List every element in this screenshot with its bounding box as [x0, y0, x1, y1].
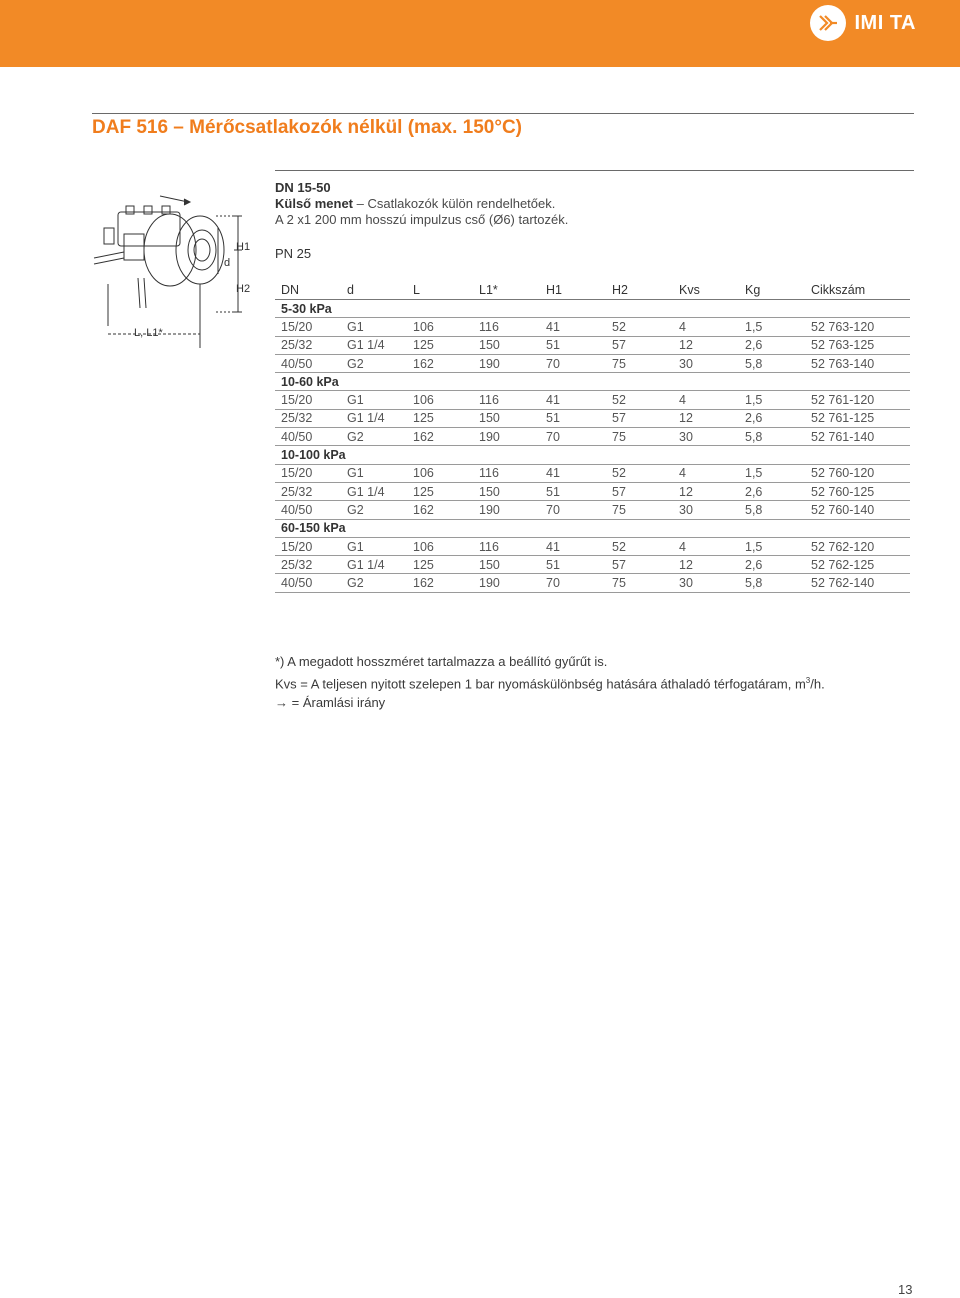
column-header: L1*	[479, 281, 546, 300]
column-header: Kg	[745, 281, 811, 300]
table-cell: 41	[546, 391, 612, 409]
table-cell: 4	[679, 464, 745, 482]
group-row	[275, 519, 910, 537]
group-label: 60-150 kPa	[275, 519, 910, 537]
thread-rest: – Csatlakozók külön rendelhetőek.	[353, 196, 556, 211]
table-cell: 52 760-125	[811, 482, 910, 500]
table-cell: 150	[479, 336, 546, 354]
table-cell: 106	[413, 464, 479, 482]
table-cell: 57	[612, 556, 679, 574]
table-cell: 1,5	[745, 464, 811, 482]
notes	[275, 652, 825, 712]
table-cell: 150	[479, 409, 546, 427]
table-cell: 162	[413, 501, 479, 519]
spec-table	[275, 281, 910, 593]
table-cell: 75	[612, 574, 679, 592]
page-number: 13	[898, 1282, 913, 1297]
table-cell: 52 760-140	[811, 501, 910, 519]
column-header: H1	[546, 281, 612, 300]
table-cell: 190	[479, 428, 546, 446]
page-title: DAF 516 – Mérőcsatlakozók nélkül (max. 150°C)	[92, 117, 522, 138]
table-cell: 106	[413, 537, 479, 555]
table-row	[275, 318, 910, 336]
table-cell: 4	[679, 391, 745, 409]
footnote: *) A megadott hosszméret tartalmazza a beállító gyűrűt is.	[275, 654, 608, 669]
group-row	[275, 373, 910, 391]
table-cell: 2,6	[745, 556, 811, 574]
table-cell: 57	[612, 482, 679, 500]
column-header: Kvs	[679, 281, 745, 300]
table-cell: 5,8	[745, 501, 811, 519]
table-cell: 106	[413, 318, 479, 336]
table-cell: G1	[347, 464, 413, 482]
table-cell: 116	[479, 537, 546, 555]
table-cell: 41	[546, 537, 612, 555]
imi-logo-icon	[810, 5, 846, 41]
product-info	[275, 180, 568, 228]
table-cell: 12	[679, 409, 745, 427]
table-cell: 57	[612, 409, 679, 427]
table-row	[275, 464, 910, 482]
table-cell: 51	[546, 482, 612, 500]
table-cell: G1	[347, 537, 413, 555]
column-header: d	[347, 281, 413, 300]
dn-range: DN 15-50	[275, 180, 331, 195]
table-cell: 40/50	[275, 354, 347, 372]
table-cell: G1	[347, 318, 413, 336]
table-cell: 116	[479, 464, 546, 482]
table-cell: 30	[679, 428, 745, 446]
table-cell: 52 761-140	[811, 428, 910, 446]
table-cell: 25/32	[275, 409, 347, 427]
table-cell: 162	[413, 354, 479, 372]
table-cell: 12	[679, 556, 745, 574]
table-cell: G1 1/4	[347, 482, 413, 500]
table-cell: G2	[347, 354, 413, 372]
kvs-definition: Kvs = A teljesen nyitott szelepen 1 bar nyomáskülönbség hatására áthaladó térfogatáram, $m^3/h$.	[275, 676, 825, 692]
table-cell: 52	[612, 318, 679, 336]
table-cell: 51	[546, 336, 612, 354]
table-cell: G2	[347, 574, 413, 592]
table-cell: 2,6	[745, 482, 811, 500]
group-label: 10-60 kPa	[275, 373, 910, 391]
group-row	[275, 300, 910, 318]
table-cell: 116	[479, 318, 546, 336]
table-cell: 12	[679, 336, 745, 354]
table-cell: 52 760-120	[811, 464, 910, 482]
table-row	[275, 482, 910, 500]
table-row	[275, 428, 910, 446]
table-cell: 30	[679, 574, 745, 592]
table-cell: 52 761-125	[811, 409, 910, 427]
table-cell: 116	[479, 391, 546, 409]
table-cell: 70	[546, 501, 612, 519]
table-cell: G1 1/4	[347, 336, 413, 354]
table-cell: 125	[413, 336, 479, 354]
table-cell: 75	[612, 354, 679, 372]
table-cell: 70	[546, 428, 612, 446]
table-cell: 2,6	[745, 336, 811, 354]
impulse-note: A 2 x1 200 mm hosszú impulzus cső (Ø6) tartozék.	[275, 212, 569, 227]
table-cell: 190	[479, 574, 546, 592]
table-cell: 150	[479, 556, 546, 574]
table-cell: 30	[679, 354, 745, 372]
table-cell: 150	[479, 482, 546, 500]
column-header: H2	[612, 281, 679, 300]
table-cell: 52	[612, 537, 679, 555]
table-row	[275, 354, 910, 372]
table-cell: 51	[546, 556, 612, 574]
table-cell: 2,6	[745, 409, 811, 427]
h1-label: H1	[236, 241, 251, 253]
table-cell: 51	[546, 409, 612, 427]
table-cell: 5,8	[745, 354, 811, 372]
column-header: Cikkszám	[811, 281, 910, 300]
table-cell: 40/50	[275, 501, 347, 519]
table-cell: 15/20	[275, 318, 347, 336]
table-cell: 15/20	[275, 464, 347, 482]
table-cell: 40/50	[275, 574, 347, 592]
table-cell: 1,5	[745, 537, 811, 555]
d-label: d	[224, 257, 231, 269]
table-cell: 4	[679, 318, 745, 336]
group-label: 5-30 kPa	[275, 300, 910, 318]
table-cell: 41	[546, 464, 612, 482]
table-cell: 52 763-120	[811, 318, 910, 336]
table-cell: 52 762-125	[811, 556, 910, 574]
brand-name: IMI TA	[854, 11, 916, 34]
table-cell: 4	[679, 537, 745, 555]
table-cell: 190	[479, 501, 546, 519]
table-header-row	[275, 281, 910, 300]
table-cell: 41	[546, 318, 612, 336]
flow-direction-note: → = Áramlási irány	[275, 695, 386, 711]
table-cell: 15/20	[275, 537, 347, 555]
table-cell: 15/20	[275, 391, 347, 409]
table-cell: 70	[546, 574, 612, 592]
table-row	[275, 336, 910, 354]
table-cell: 125	[413, 409, 479, 427]
table-cell: G2	[347, 501, 413, 519]
table-cell: G1	[347, 391, 413, 409]
l-label: L, L1*	[134, 327, 163, 339]
header-bar	[0, 0, 960, 67]
table-cell: 52	[612, 464, 679, 482]
table-row	[275, 574, 910, 592]
table-cell: 106	[413, 391, 479, 409]
table-cell: 5,8	[745, 574, 811, 592]
table-cell: 40/50	[275, 428, 347, 446]
table-cell: 25/32	[275, 556, 347, 574]
table-cell: G2	[347, 428, 413, 446]
h2-label: H2	[236, 283, 251, 295]
table-cell: 125	[413, 482, 479, 500]
table-cell: 52 761-120	[811, 391, 910, 409]
table-cell: 1,5	[745, 318, 811, 336]
table-cell: 52	[612, 391, 679, 409]
table-row	[275, 409, 910, 427]
table-cell: 162	[413, 428, 479, 446]
table-cell: 12	[679, 482, 745, 500]
valve-drawing	[88, 188, 268, 363]
table-cell: G1 1/4	[347, 409, 413, 427]
table-cell: 52 762-120	[811, 537, 910, 555]
table-cell: 52 763-125	[811, 336, 910, 354]
title-top-rule	[92, 113, 914, 114]
column-header: DN	[275, 281, 347, 300]
table-cell: 75	[612, 501, 679, 519]
table-row	[275, 556, 910, 574]
brand-logo	[810, 4, 916, 42]
table-cell: 162	[413, 574, 479, 592]
pressure-rating: PN 25	[275, 246, 312, 261]
group-row	[275, 446, 910, 464]
table-row	[275, 391, 910, 409]
thread-bold: Külső menet	[275, 196, 354, 211]
table-cell: 190	[479, 354, 546, 372]
table-cell: 52 763-140	[811, 354, 910, 372]
thread-note	[275, 196, 568, 212]
table-row	[275, 537, 910, 555]
table-cell: 57	[612, 336, 679, 354]
table-cell: 30	[679, 501, 745, 519]
section-rule	[275, 170, 914, 171]
table-cell: 70	[546, 354, 612, 372]
table-cell: G1 1/4	[347, 556, 413, 574]
table-cell: 25/32	[275, 482, 347, 500]
table-cell: 5,8	[745, 428, 811, 446]
table-cell: 75	[612, 428, 679, 446]
table-cell: 25/32	[275, 336, 347, 354]
column-header: L	[413, 281, 479, 300]
table-cell: 52 762-140	[811, 574, 910, 592]
group-label: 10-100 kPa	[275, 446, 910, 464]
arrow-right-icon: →	[275, 695, 288, 711]
table-row	[275, 501, 910, 519]
table-cell: 1,5	[745, 391, 811, 409]
table-cell: 125	[413, 556, 479, 574]
